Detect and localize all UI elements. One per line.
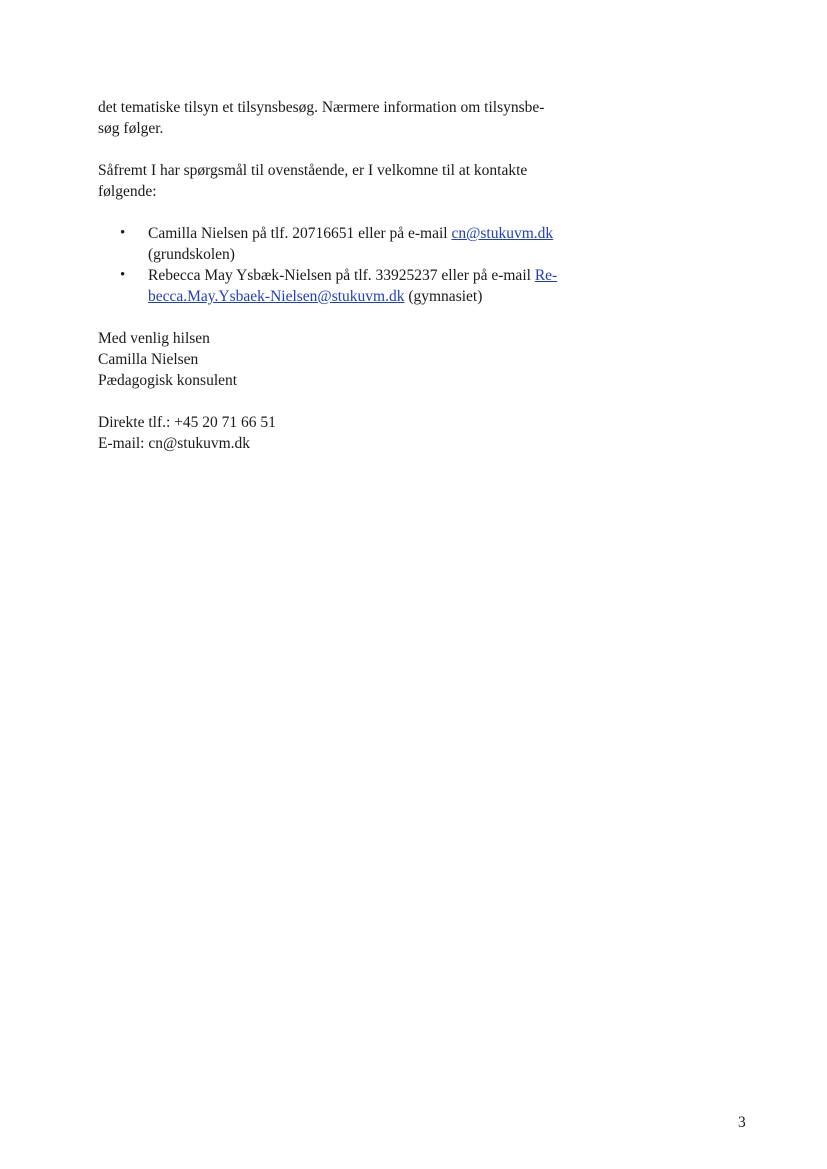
page-number: 3 bbox=[738, 1114, 746, 1131]
signer-email: E-mail: cn@stukuvm.dk bbox=[98, 435, 251, 452]
closing-greeting: Med venlig hilsen bbox=[98, 330, 210, 347]
questions-paragraph bbox=[98, 160, 578, 202]
contact-text: Rebecca May Ysbæk-Nielsen på tlf. 33925237 eller på e-mail bbox=[148, 267, 535, 284]
spacer bbox=[98, 307, 578, 328]
direct-phone: Direkte tlf.: +45 20 71 66 51 bbox=[98, 414, 276, 431]
contact-note: (grundskolen) bbox=[148, 246, 235, 263]
intro-paragraph bbox=[98, 97, 578, 139]
contact-note: (gymnasiet) bbox=[404, 288, 483, 305]
spacer bbox=[98, 139, 578, 160]
list-item bbox=[98, 265, 578, 307]
letter-body bbox=[98, 97, 578, 454]
list-item bbox=[98, 223, 578, 265]
bullet-icon: • bbox=[120, 267, 126, 283]
intro-line-1: det tematiske tilsyn et tilsynsbesøg. Nærmere information om tilsynsbe- bbox=[98, 99, 545, 116]
email-link-camilla[interactable]: cn@stukuvm.dk bbox=[451, 225, 554, 242]
questions-line-1: Såfremt I har spørgsmål til ovenstående, er I velkomne til at kontakte bbox=[98, 162, 528, 179]
email-link-rebecca-part2[interactable]: becca.May.Ysbaek-Nielsen@stukuvm.dk bbox=[148, 288, 405, 305]
closing-block bbox=[98, 328, 578, 391]
bullet-icon: • bbox=[120, 225, 126, 241]
spacer bbox=[98, 202, 578, 223]
contact-text: Camilla Nielsen på tlf. 20716651 eller på e-mail bbox=[148, 225, 452, 242]
email-link-rebecca-part1[interactable]: Re- bbox=[534, 267, 558, 284]
contact-list bbox=[98, 223, 578, 307]
intro-line-2: søg følger. bbox=[98, 120, 164, 137]
spacer bbox=[98, 391, 578, 412]
signer-title: Pædagogisk konsulent bbox=[98, 372, 238, 389]
signer-name: Camilla Nielsen bbox=[98, 351, 199, 368]
contact-info-block bbox=[98, 412, 578, 454]
questions-line-2: følgende: bbox=[98, 183, 157, 200]
